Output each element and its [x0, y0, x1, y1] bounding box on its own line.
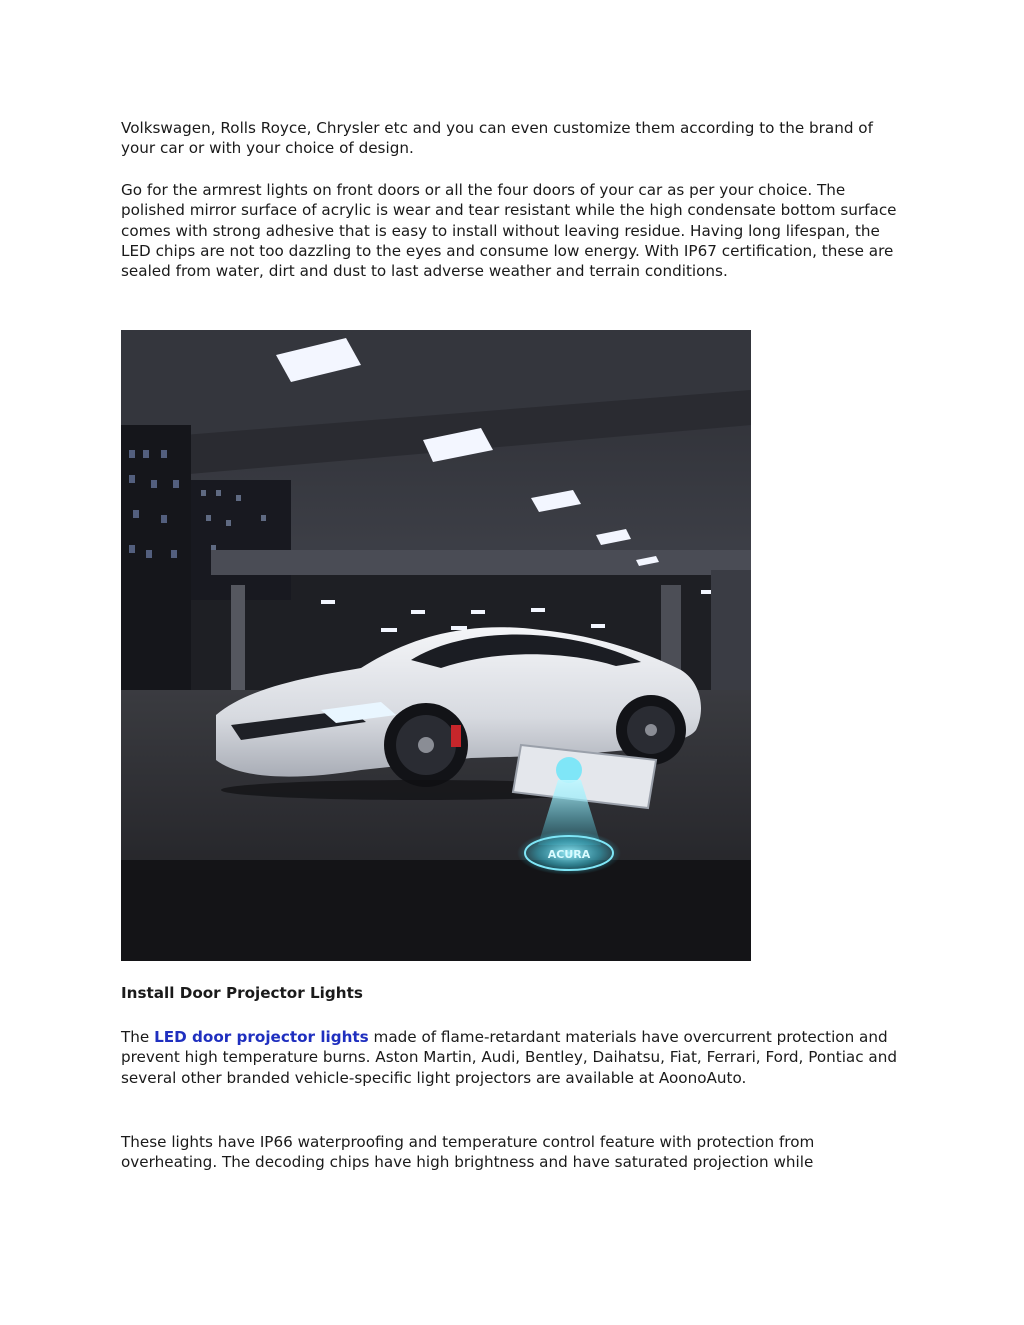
paragraph-armrest-lights: Go for the armrest lights on front doors or all the four doors of your car as per your choice. The polished mirror surface of acrylic is wear and tear resistant while the high condensate bottom surface comes with strong adhesive that is easy to install without leaving residue. Having long lifespan, the LED chips are not too dazzling to the eyes and consume low energy. With IP67 certification, these are sealed from water, dirt and dust to last adverse weather and terrain conditions. — [121, 180, 897, 281]
section-heading: Install Door Projector Lights — [121, 984, 363, 1002]
paragraph-intro: The — [121, 1028, 155, 1046]
paragraph-rest: made of flame-retardant materials have overcurrent protection and prevent high temperature burns. Aston Martin, Audi, Bentley, Daihatsu, Fiat, Ferrari, Ford, Pontiac and several other branded vehicle-specific light projectors are available at AoonoAuto. — [121, 1028, 897, 1087]
led-door-projector-lights-link[interactable]: LED door projector lights — [154, 1028, 369, 1046]
acura-projection-logo: ACURA — [547, 848, 591, 861]
paragraph-projector-lights — [121, 1027, 911, 1088]
top-text-block — [121, 118, 911, 282]
car-projector-photo — [121, 330, 751, 961]
paragraph-brands: Volkswagen, Rolls Royce, Chrysler etc and you can even customize them according to the brand of your car or with your choice of design. — [121, 119, 873, 158]
paragraph-ip66: These lights have IP66 waterproofing and temperature control feature with protection from overheating. The decoding chips have high brightness and have saturated projection while — [121, 1133, 815, 1172]
